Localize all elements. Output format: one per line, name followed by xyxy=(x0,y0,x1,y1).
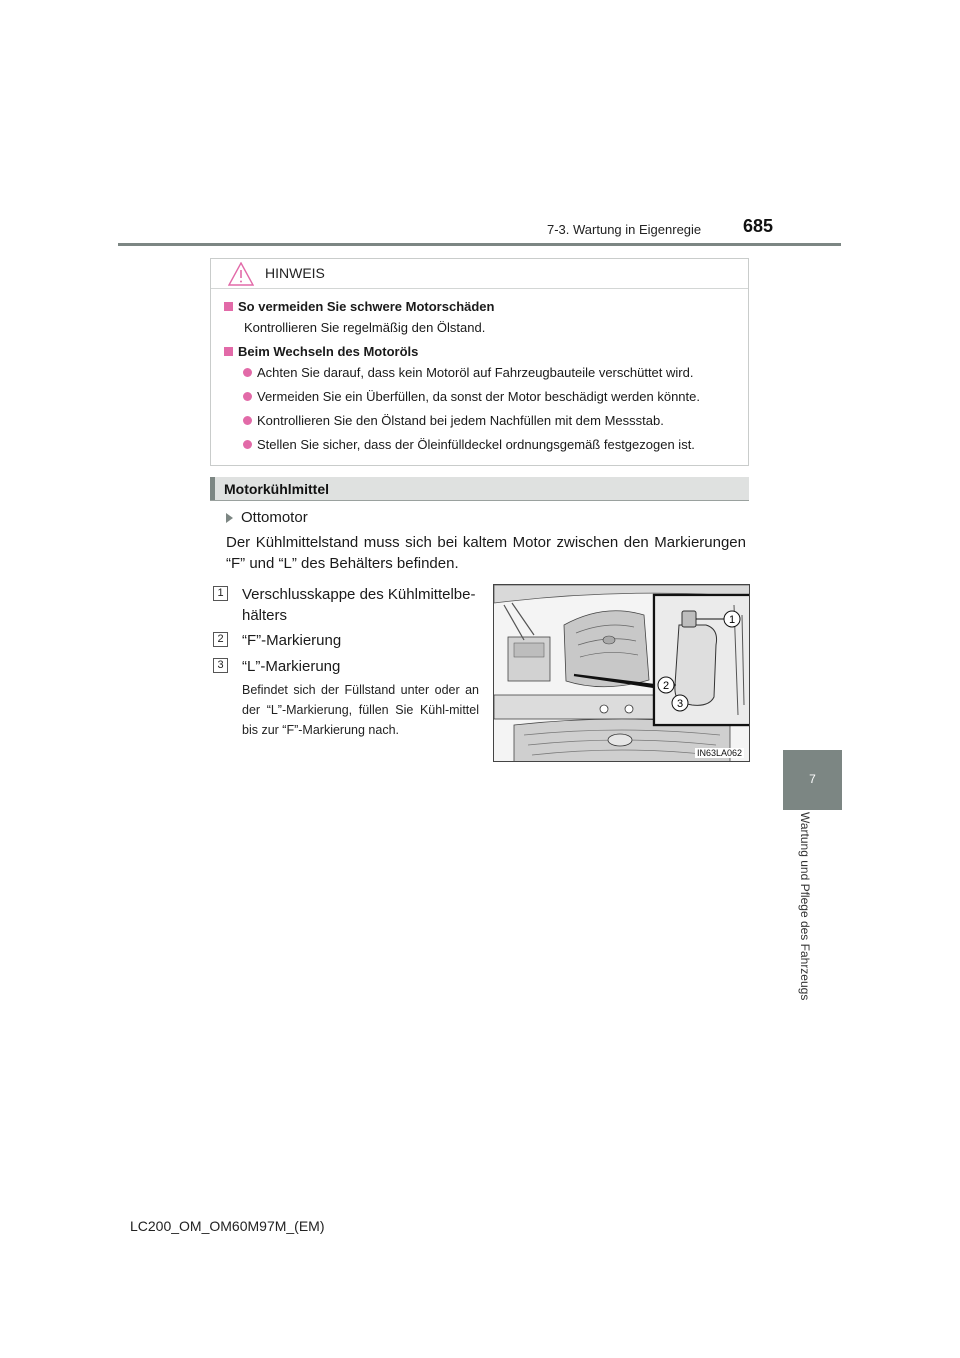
body-paragraph: Der Kühlmittelstand muss sich bei kaltem Motor zwischen den Markierungen “F” und “L” des Behälters befinden. xyxy=(226,534,746,572)
dot-bullet-icon xyxy=(243,416,252,425)
section-title: Motorkühlmittel xyxy=(224,481,329,497)
running-header-section: 7-3. Wartung in Eigenregie xyxy=(547,222,702,237)
callout-number: 2 xyxy=(213,632,228,647)
chapter-title: Wartung und Pflege des Fahrzeugs xyxy=(798,812,812,1001)
warning-triangle-icon xyxy=(228,262,254,286)
engine-bay-illustration xyxy=(493,584,750,762)
figure-code: IN63LA062 xyxy=(696,748,742,758)
note-paragraph: Befindet sich der Füllstand unter oder an der “L”-Markierung, füllen Sie Kühl-mittel bis zur “F”-Markierung nach. xyxy=(242,683,479,737)
notice-bullet: Stellen Sie sicher, dass der Öleinfülldeckel ordnungsgemäß festgezogen ist. xyxy=(243,437,748,452)
figure-label-2: 2 xyxy=(662,680,670,692)
callout-text: Verschlusskappe des Kühlmittelbe- hälters xyxy=(242,586,476,624)
figure-label-3: 3 xyxy=(676,698,684,710)
callout-number: 3 xyxy=(213,658,228,673)
notice-heading: So vermeiden Sie schwere Motorschäden xyxy=(224,299,748,314)
notice-heading: Beim Wechseln des Motoröls xyxy=(224,344,748,359)
dot-bullet-icon xyxy=(243,368,252,377)
page-number: 685 xyxy=(743,216,774,236)
notice-bullet: Kontrollieren Sie den Ölstand bei jedem Nachfüllen mit dem Messstab. xyxy=(243,413,748,428)
chapter-number: 7 xyxy=(809,772,816,786)
engine-variant: Ottomotor xyxy=(226,509,308,526)
notice-bullet: Vermeiden Sie ein Überfüllen, da sonst der Motor beschädigt werden könnte. xyxy=(243,389,748,404)
chapter-title-vertical xyxy=(798,812,814,1027)
section-heading-bar xyxy=(210,477,749,501)
square-bullet-icon xyxy=(224,347,233,356)
callout-number: 1 xyxy=(213,586,228,601)
notice-box xyxy=(210,258,749,466)
header-divider xyxy=(118,243,841,246)
figure-label-1: 1 xyxy=(728,614,736,626)
square-bullet-icon xyxy=(224,302,233,311)
callout-text: “F”-Markierung xyxy=(242,632,342,649)
notice-title: HINWEIS xyxy=(265,265,325,281)
notice-text: Kontrollieren Sie regelmäßig den Ölstand. xyxy=(244,320,486,335)
dot-bullet-icon xyxy=(243,440,252,449)
notice-body xyxy=(211,289,748,452)
callout-text: “L”-Markierung xyxy=(242,658,341,675)
engine-bay-drawing xyxy=(494,585,750,762)
triangle-pointer-icon xyxy=(226,513,233,523)
notice-bullet: Achten Sie darauf, dass kein Motoröl auf Fahrzeugbauteile verschüttet wird. xyxy=(243,365,748,380)
dot-bullet-icon xyxy=(243,392,252,401)
chapter-tab xyxy=(783,750,842,810)
notice-header xyxy=(211,259,748,289)
document-id-footer: LC200_OM_OM60M97M_(EM) xyxy=(130,1218,325,1234)
